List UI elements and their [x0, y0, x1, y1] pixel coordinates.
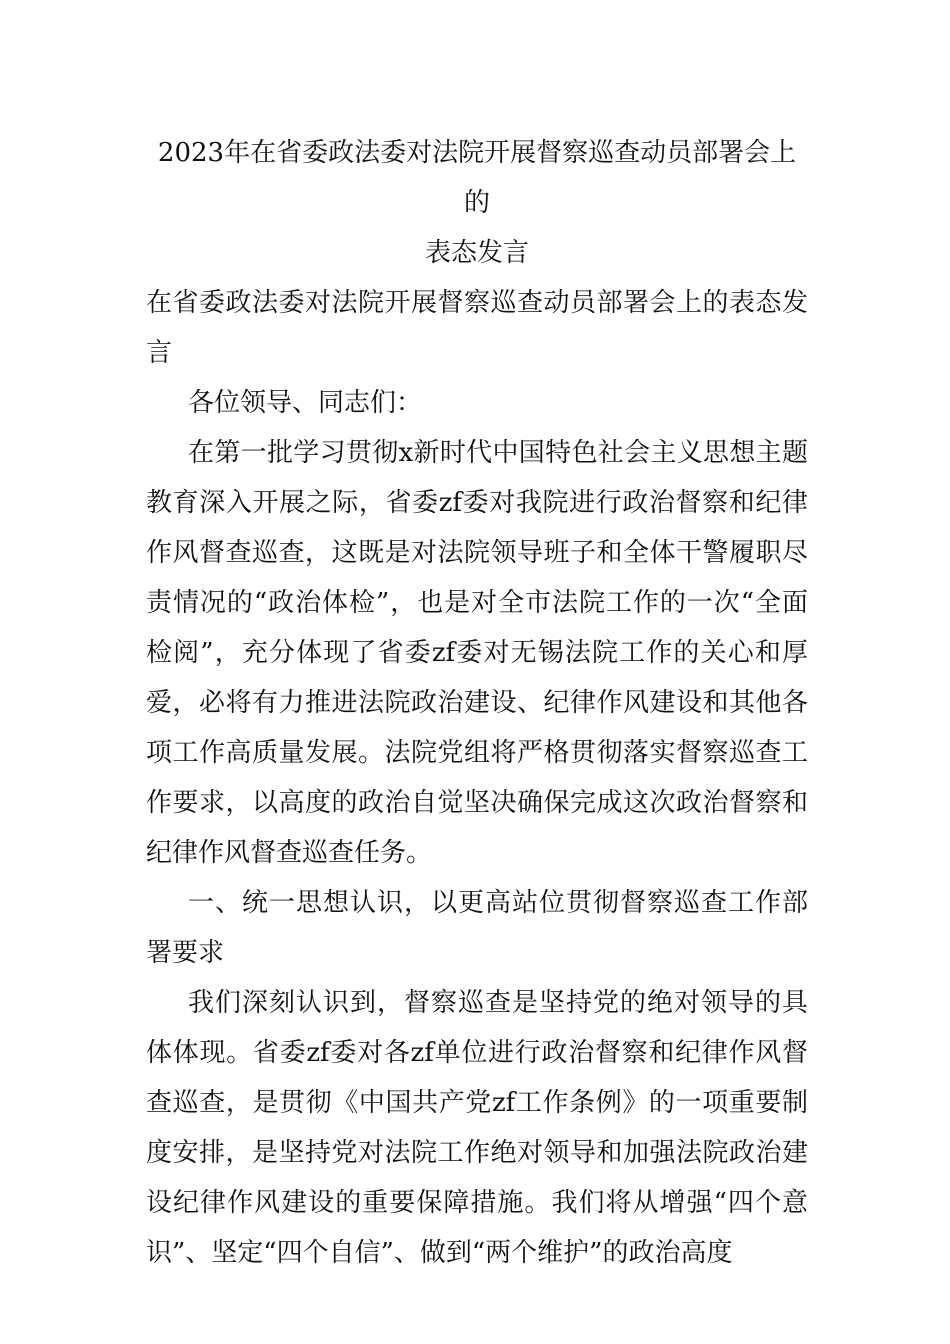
- salutation: 各位领导、同志们：: [188, 388, 423, 418]
- title-line-1: 2023年在省委政法委对法院开展督察巡查动员部署会上的: [157, 138, 797, 218]
- section-heading-1: 一、统一思想认识，以更高站位贯彻督察巡查工作部署要求: [146, 888, 808, 968]
- document-page: [146, 128, 808, 1278]
- paragraph-intro: 在第一批学习贯彻x新时代中国特色社会主义思想主题教育深入开展之际，省委zf委对我院进行政治督察和纪律作风督查巡查，这既是对法院领导班子和全体干警履职尽责情况的“政治体检”，也是对全市法院工作的一次“全面检阅”，充分体现了省委zf委对无锡法院工作的关心和厚爱，必将有力推进法院政治建设、纪律作风建设和其他各项工作高质量发展。法院党组将严格贯彻落实督察巡查工作要求，以高度的政治自觉坚决确保完成这次政治督察和纪律作风督查巡查任务。: [146, 438, 808, 868]
- paragraph-section-1: 我们深刻认识到，督察巡查是坚持党的绝对领导的具体体现。省委zf委对各zf单位进行政治督察和纪律作风督查巡查，是贯彻《中国共产党zf工作条例》的一项重要制度安排，是坚持党对法院工作绝对领导和加强法院政治建设纪律作风建设的重要保障措施。我们将从增强“四个意识”、坚定“四个自信”、做到“两个维护”的政治高度: [146, 988, 808, 1268]
- document-subtitle: 在省委政法委对法院开展督察巡查动员部署会上的表态发言: [146, 288, 808, 368]
- title-line-2: 表态发言: [424, 238, 529, 268]
- document-title: [146, 128, 808, 278]
